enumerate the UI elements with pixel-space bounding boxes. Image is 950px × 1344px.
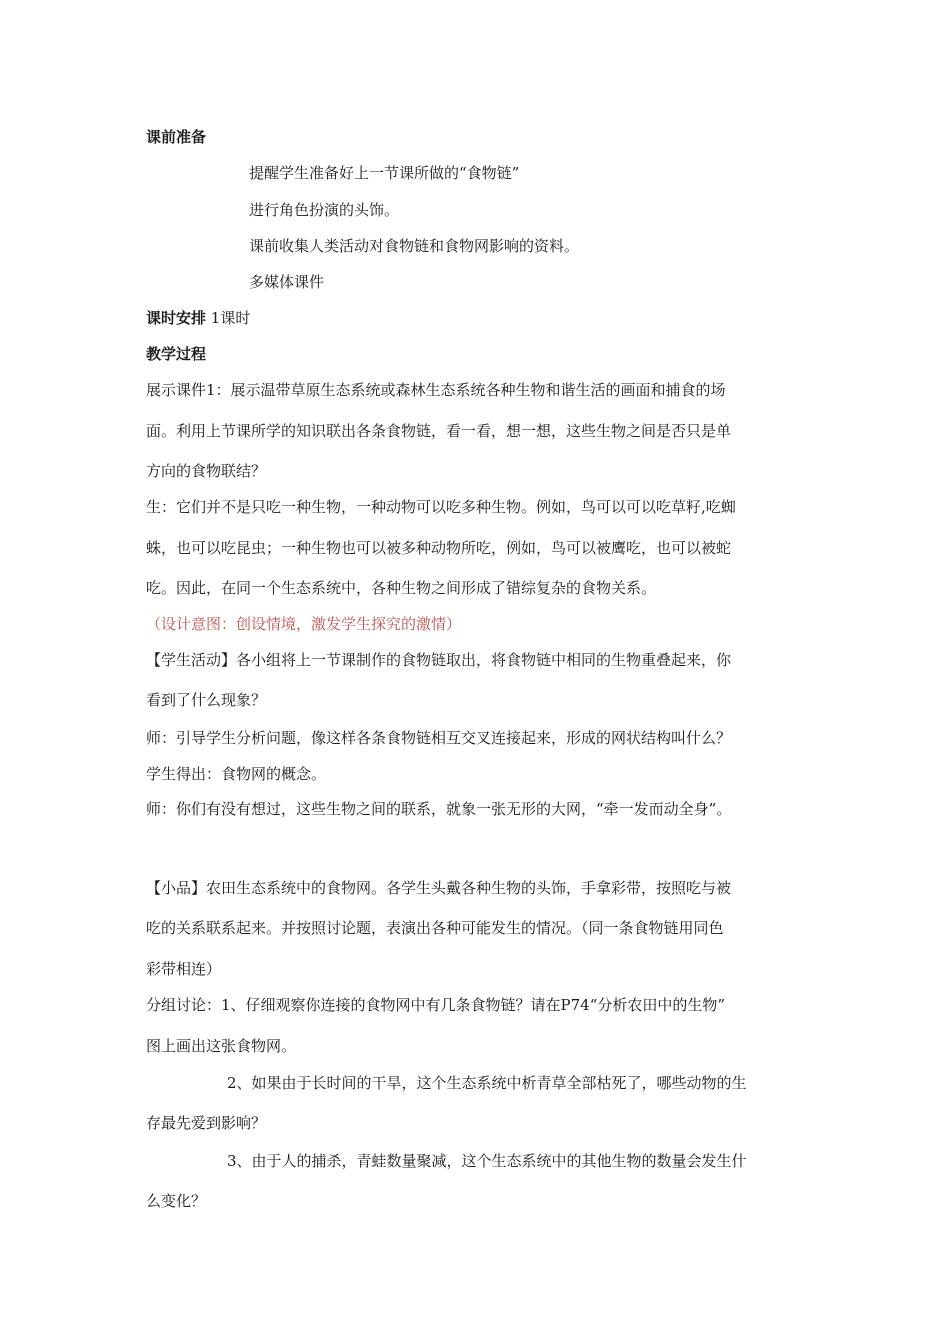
prep-heading: 课前准备	[146, 128, 207, 146]
paragraph-line: 面。利用上节课所学的知识联出各条食物链，看一看，想一想，这些生物之间是否只是单	[146, 422, 732, 440]
question-line: 3、由于人的捕杀，青蛙数量聚减，这个生态系统中的其他生物的数量会发生什	[227, 1152, 747, 1170]
paragraph-line: 生：它们并不是只吃一种生物，一种动物可以吃多种生物。例如，鸟可以可以吃草籽,吃蜘	[146, 498, 736, 516]
question-line: 2、如果由于长时间的干旱，这个生态系统中析青草全部枯死了，哪些动物的生	[227, 1074, 747, 1092]
question-line: 么变化？	[146, 1192, 207, 1210]
prep-item: 进行角色扮演的头饰。	[249, 201, 400, 219]
paragraph-line: 彩带相连）	[146, 960, 222, 978]
design-note: （设计意图：创设情境，激发学生探究的激情）	[146, 615, 462, 633]
schedule-line	[146, 308, 250, 328]
paragraph-line: 学生得出：食物网的概念。	[146, 765, 327, 783]
paragraph-line: 蛛，也可以吃昆虫；一种生物也可以被多种动物所吃，例如，鸟可以被鹰吃，也可以被蛇	[146, 539, 732, 557]
paragraph-line: 吃的关系联系起来。并按照讨论题，表演出各种可能发生的情况。（同一条食物链用同色	[146, 919, 724, 937]
paragraph-line: 方向的食物联结？	[146, 462, 267, 480]
discussion-line: 图上画出这张食物网。	[146, 1037, 297, 1055]
discussion-line: 分组讨论：1、仔细观察你连接的食物网中有几条食物链？请在P74“分析农田中的生物”	[146, 996, 726, 1014]
process-heading: 教学过程	[146, 345, 207, 363]
paragraph-line: 【学生活动】各小组将上一节课制作的食物链取出，将食物链中相同的生物重叠起来，你	[146, 651, 732, 669]
prep-item: 提醒学生准备好上一节课所做的“食物链”	[249, 164, 520, 182]
paragraph-line: 展示课件1：展示温带草原生态系统或森林生态系统各种生物和谐生活的画面和捕食的场	[146, 381, 726, 399]
question-line: 存最先爱到影响？	[146, 1114, 267, 1132]
paragraph-line: 师：引导学生分析问题，像这样各条食物链相互交叉连接起来，形成的网状结构叫什么？	[146, 729, 732, 747]
paragraph-line: 看到了什么现象？	[146, 691, 267, 709]
prep-item: 课前收集人类活动对食物链和食物网影响的资料。	[249, 237, 580, 255]
schedule-heading: 课时安排	[146, 309, 207, 327]
prep-item: 多媒体课件	[249, 273, 325, 291]
paragraph-line: 师：你们有没有想过，这些生物之间的联系，就象一张无形的大网，“牵一发而动全身”。	[146, 800, 732, 818]
paragraph-line: 吃。因此，在同一个生态系统中，各种生物之间形成了错综复杂的食物关系。	[146, 579, 657, 597]
schedule-value: 1课时	[210, 309, 251, 327]
paragraph-line: 【小品】农田生态系统中的食物网。各学生头戴各种生物的头饰，手拿彩带，按照吃与被	[146, 879, 732, 897]
